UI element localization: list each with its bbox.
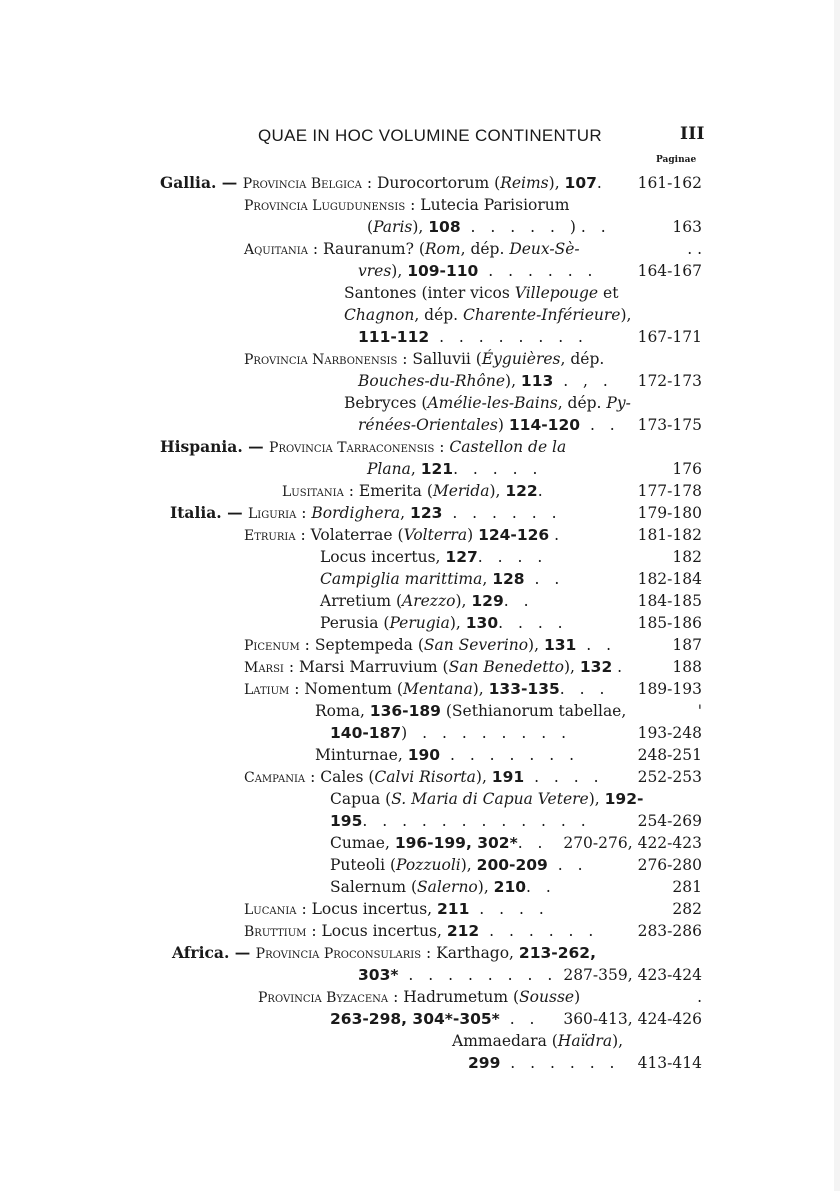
toc-line: Bebryces (Amélie-les-Bains, dép. Py- <box>344 394 631 412</box>
page-range: 163 <box>672 218 702 236</box>
toc-line: Picenum : Septempeda (San Severino), 131 . . <box>244 636 617 654</box>
toc-line: (Paris), 108 . . . . . ). . <box>367 218 611 236</box>
toc-line: Lusitania : Emerita (Merida), 122. <box>282 482 543 500</box>
page-range: 182 <box>672 548 702 566</box>
page-range: 181-182 <box>637 526 702 544</box>
toc-line: Aquitania : Rauranum? (Rom, dép. Deux-Sè- <box>244 240 580 258</box>
toc-line: Bruttium : Locus incertus, 212 . . . . . . <box>244 922 599 940</box>
toc-line: Arretium (Arezzo), 129. . <box>320 592 534 610</box>
toc-line: 299 . . . . . . <box>468 1054 620 1072</box>
page-range: 176 <box>672 460 702 478</box>
page-range: 188 <box>672 658 702 676</box>
toc-line: Roma, 136-189 (Sethianorum tabellae, <box>315 702 627 720</box>
scan-edge <box>834 0 840 1191</box>
page-range: 360-413, 424-426 <box>563 1010 702 1028</box>
page-range: 187 <box>672 636 702 654</box>
toc-line: Puteoli (Pozzuoli), 200-209 . . <box>330 856 588 874</box>
page-range: 182-184 <box>637 570 702 588</box>
toc-line: Ammaedara (Haïdra), <box>452 1032 624 1050</box>
toc-line: Perusia (Perugia), 130. . . . <box>320 614 568 632</box>
running-header <box>0 122 840 150</box>
page-range: 254-269 <box>637 812 702 830</box>
page-range: 167-171 <box>637 328 702 346</box>
toc-line: Provincia Narbonensis : Salluvii (Éyguières, dép. <box>244 350 605 368</box>
page-range: 161-162 <box>637 174 702 192</box>
toc-line: Lucania : Locus incertus, 211 . . . . <box>244 900 549 918</box>
page-range: 193-248 <box>637 724 702 742</box>
toc-line: Marsi : Marsi Marruvium (San Benedetto), 132 . <box>244 658 623 676</box>
page-range: 252-253 <box>637 768 702 786</box>
toc-line: 303* . . . . . . . . <box>358 966 558 984</box>
toc-line: Africa. — Provincia Proconsularis : Karthago, 213-262, <box>172 943 596 962</box>
toc-line: Campiglia marittima, 128 . . <box>320 570 565 588</box>
page-range: 413-414 <box>637 1054 702 1072</box>
toc-line: 195. . . . . . . . . . . . <box>330 812 591 830</box>
toc-line: Cumae, 196-199, 302*. . <box>330 834 548 852</box>
page-range: 172-173 <box>637 372 702 390</box>
toc-line: Italia. — Liguria : Bordighera, 123 . . . . . . <box>170 503 562 522</box>
toc-line: Salernum (Salerno), 210. . <box>330 878 556 896</box>
page-range: 270-276, 422-423 <box>563 834 702 852</box>
page-range: 276-280 <box>637 856 702 874</box>
toc-line: Santones (inter vicos Villepouge et <box>344 284 619 302</box>
toc-line: 140-187) . . . . . . . . <box>330 724 572 742</box>
toc-line: Bouches-du-Rhône), 113 . , . <box>358 372 613 390</box>
toc-line: Capua (S. Maria di Capua Vetere), 192- <box>330 790 644 808</box>
toc-line: Minturnae, 190 . . . . . . . <box>315 746 580 764</box>
running-title: QUAE IN HOC VOLUMINE CONTINENTUR <box>258 126 602 145</box>
toc-line: Hispania. — Provincia Tarraconensis : Castellon de la <box>160 437 567 456</box>
toc-line: Chagnon, dép. Charente-Inférieure), <box>344 306 632 324</box>
toc-line: Plana, 121. . . . . <box>367 460 543 478</box>
page-range: 287-359, 423-424 <box>563 966 702 984</box>
page-range: 164-167 <box>637 262 702 280</box>
page-range: 185-186 <box>637 614 702 632</box>
toc-line: Latium : Nomentum (Mentana), 133-135. . . <box>244 680 610 698</box>
page-number: III <box>680 124 705 144</box>
page-range: 184-185 <box>637 592 702 610</box>
page-range: 283-286 <box>637 922 702 940</box>
toc-line: Locus incertus, 127. . . . <box>320 548 548 566</box>
page-range: 179-180 <box>637 504 702 522</box>
toc-line: 263-298, 304*-305* . . <box>330 1010 540 1028</box>
page-range: . <box>697 988 702 1006</box>
toc-line: Provincia Byzacena : Hadrumetum (Sousse) <box>258 988 581 1006</box>
page-range: ' <box>697 702 702 720</box>
toc-line: vres), 109-110 . . . . . . <box>358 262 598 280</box>
toc-line: 111-112 . . . . . . . . <box>358 328 588 346</box>
page-range: 177-178 <box>637 482 702 500</box>
toc-line: Campania : Cales (Calvi Risorta), 191 . . . . <box>244 768 604 786</box>
page-range: . . <box>687 240 702 258</box>
toc-line: Etruria : Volaterrae (Volterra) 124-126 . <box>244 526 560 544</box>
page-range: 282 <box>672 900 702 918</box>
toc-line: Gallia. — Provincia Belgica : Durocortorum (Reims), 107. <box>160 173 602 192</box>
page-range: 281 <box>672 878 702 896</box>
page-range: 248-251 <box>637 746 702 764</box>
toc-line: rénées-Orientales) 114-120 . . <box>358 416 620 434</box>
paginae-label: Paginae <box>656 155 697 165</box>
page-range: 173-175 <box>637 416 702 434</box>
page-range: 189-193 <box>637 680 702 698</box>
toc-line: Provincia Lugudunensis : Lutecia Parisiorum <box>244 196 570 214</box>
